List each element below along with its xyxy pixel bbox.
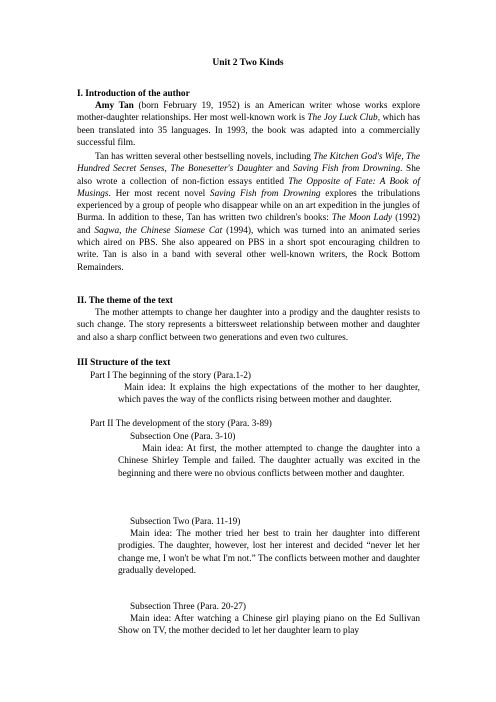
author-paragraph: Amy Tan (born February 19, 1952) is an American writer whose works explore mother-daughter relationships. Her most well-known work is The Joy Luck Club, which has been translated into 35 languages. In 1993, the book was adapted into a commercially successful film. bbox=[77, 101, 420, 148]
part1-label: Part I The beginning of the story (Para.1-2) bbox=[90, 371, 251, 381]
author-name: Amy Tan bbox=[95, 101, 134, 111]
section-heading-theme: II. The theme of the text bbox=[77, 296, 173, 306]
part2-label: Part II The development of the story (Para. 3-89) bbox=[90, 419, 272, 429]
subsection3-main-idea: Main idea: After watching a Chinese girl playing piano on the Ed Sullivan Show on TV, the mother decided to let her daughter learn to play bbox=[118, 614, 420, 637]
book-title: The Hundred Secret Senses bbox=[77, 152, 420, 175]
book-title: The Kitchen God's Wife bbox=[313, 152, 402, 162]
section-heading-structure: III Structure of the text bbox=[77, 358, 171, 368]
subsection2-main-idea: Main idea: The mother tried her best to train her daughter into different prodigies. The daughter, however, lost her interest and decided “never let her change me, I won't be what I'm not.” The conflicts between mother and daughter gradually developed. bbox=[118, 529, 420, 576]
section-heading-introduction: I. Introduction of the author bbox=[77, 89, 190, 99]
book-title: Saving Fish from Drowning bbox=[209, 188, 321, 199]
book-title: Saving Fish from Drowning bbox=[293, 164, 401, 175]
book-title: Sagwa, the Chinese Siamese Cat bbox=[94, 225, 223, 236]
works-paragraph: Tan has written several other bestselling novels, including The Kitchen God's Wife, The Hundred Secret Senses, The Bonesetter's Daughter and Saving Fish from Drowning. She also wrote a collection of non-fiction essays entitled The Opposite of Fate: A Book of Musings. Her most recent novel Saving Fish from Drowning explores the tribulations experienced by a group of people who disappear while on an art expedition in the jungles of Burma. In addition to these, Tan has written two children's books: The Moon Lady (1992) and Sagwa, the Chinese Siamese Cat (1994), which was turned into an animated series which aired on PBS. She also appeared on PBS in a short spot encouraging children to write. Tan is also in a band with several other well-known writers, the Rock Bottom Remainders. bbox=[77, 152, 420, 273]
book-title: The Moon Lady bbox=[331, 213, 393, 224]
subsection3-label: Subsection Three (Para. 20-27) bbox=[130, 602, 247, 612]
subsection1-main-idea: Main idea: At first, the mother attempted to change the daughter into a Chinese Shirley Temple and failed. The daughter actually was excited in the beginning and there were no obvious conflicts between mother and daughter. bbox=[118, 444, 420, 479]
subsection2-label: Subsection Two (Para. 11-19) bbox=[130, 517, 241, 527]
page-title: Unit 2 Two Kinds bbox=[212, 58, 284, 68]
book-title: The Joy Luck Club bbox=[307, 113, 378, 124]
theme-paragraph: The mother attempts to change her daughter into a prodigy and the daughter resists to such change. The story represents a bittersweet relationship between mother and daughter and also a sharp conflict between two generations and even two cultures. bbox=[77, 308, 420, 343]
book-title: The Bonesetter's Daughter bbox=[170, 164, 273, 175]
subsection1-label: Subsection One (Para. 3-10) bbox=[130, 432, 236, 442]
part1-main-idea: Main idea: It explains the high expectations of the mother to her daughter, which paves the way of the conflicts rising between mother and daughter. bbox=[118, 383, 420, 406]
book-title: The Opposite of Fate: A Book of Musings bbox=[77, 176, 420, 199]
